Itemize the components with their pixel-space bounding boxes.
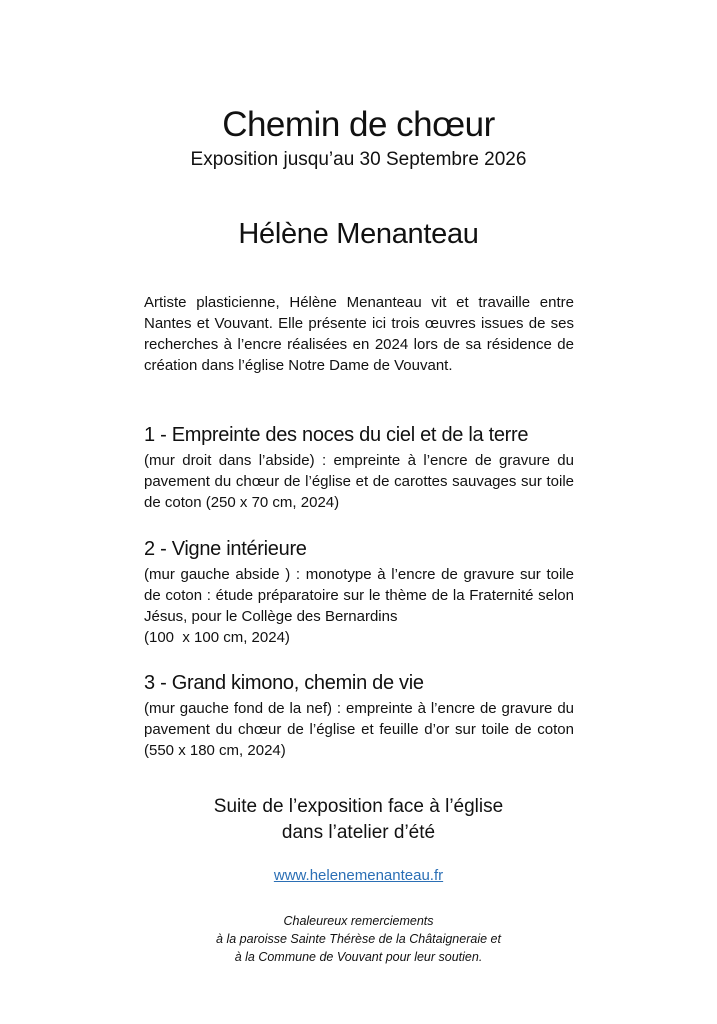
acknowledgements <box>0 912 717 966</box>
exhibition-title: Chemin de chœur <box>222 105 495 144</box>
work-item-3 <box>144 670 574 761</box>
artist-name: Hélène Menanteau <box>238 218 479 250</box>
thanks-line-2: à la paroisse Sainte Thérèse de la Châtaigneraie et <box>216 932 501 946</box>
work-title: 1 - Empreinte des noces du ciel et de la terre <box>144 424 529 446</box>
thanks-line-3: à la Commune de Vouvant pour leur soutien. <box>234 950 483 964</box>
exhibition-dates: Exposition jusqu’au 30 Septembre 2026 <box>190 149 527 170</box>
work-dimensions: (100 x 100 cm, 2024) <box>144 629 290 646</box>
continuation-line-2: dans l’atelier d’été <box>281 822 436 843</box>
artist-intro <box>144 292 574 376</box>
website-link[interactable]: www.helenemenanteau.fr <box>273 867 444 884</box>
thanks-line-1: Chaleureux remerciements <box>283 914 434 928</box>
work-title: 2 - Vigne intérieure <box>144 538 307 560</box>
work-description: (mur droit dans l’abside) : empreinte à l’encre de gravure du pavement du chœur de l’église et de carottes sauvages sur toile de coton (250 x 70 cm, 2024) <box>144 452 574 511</box>
work-title: 3 - Grand kimono, chemin de vie <box>144 672 424 694</box>
work-item-2 <box>144 536 574 648</box>
work-description: (mur gauche fond de la nef) : empreinte à l’encre de gravure du pavement du chœur de l’église et feuille d’or sur toile de coton (550 x 180 cm, 2024) <box>144 700 574 759</box>
work-item-1 <box>144 422 574 513</box>
work-description: (mur gauche abside ) : monotype à l’encre de gravure sur toile de coton : étude préparatoire sur le thème de la Fraternité selon Jésus, pour le Collège des Bernardins <box>144 566 574 625</box>
website-container <box>0 866 717 886</box>
intro-text: Artiste plasticienne, Hélène Menanteau vit et travaille entre Nantes et Vouvant. Elle présente ici trois œuvres issues de ses recherches à l’encre réalisées en 2024 lors de sa résidence de création dans l’église Notre Dame de Vouvant. <box>144 294 574 374</box>
exhibition-continuation <box>0 794 717 846</box>
continuation-line-1: Suite de l’exposition face à l’église <box>213 796 504 817</box>
